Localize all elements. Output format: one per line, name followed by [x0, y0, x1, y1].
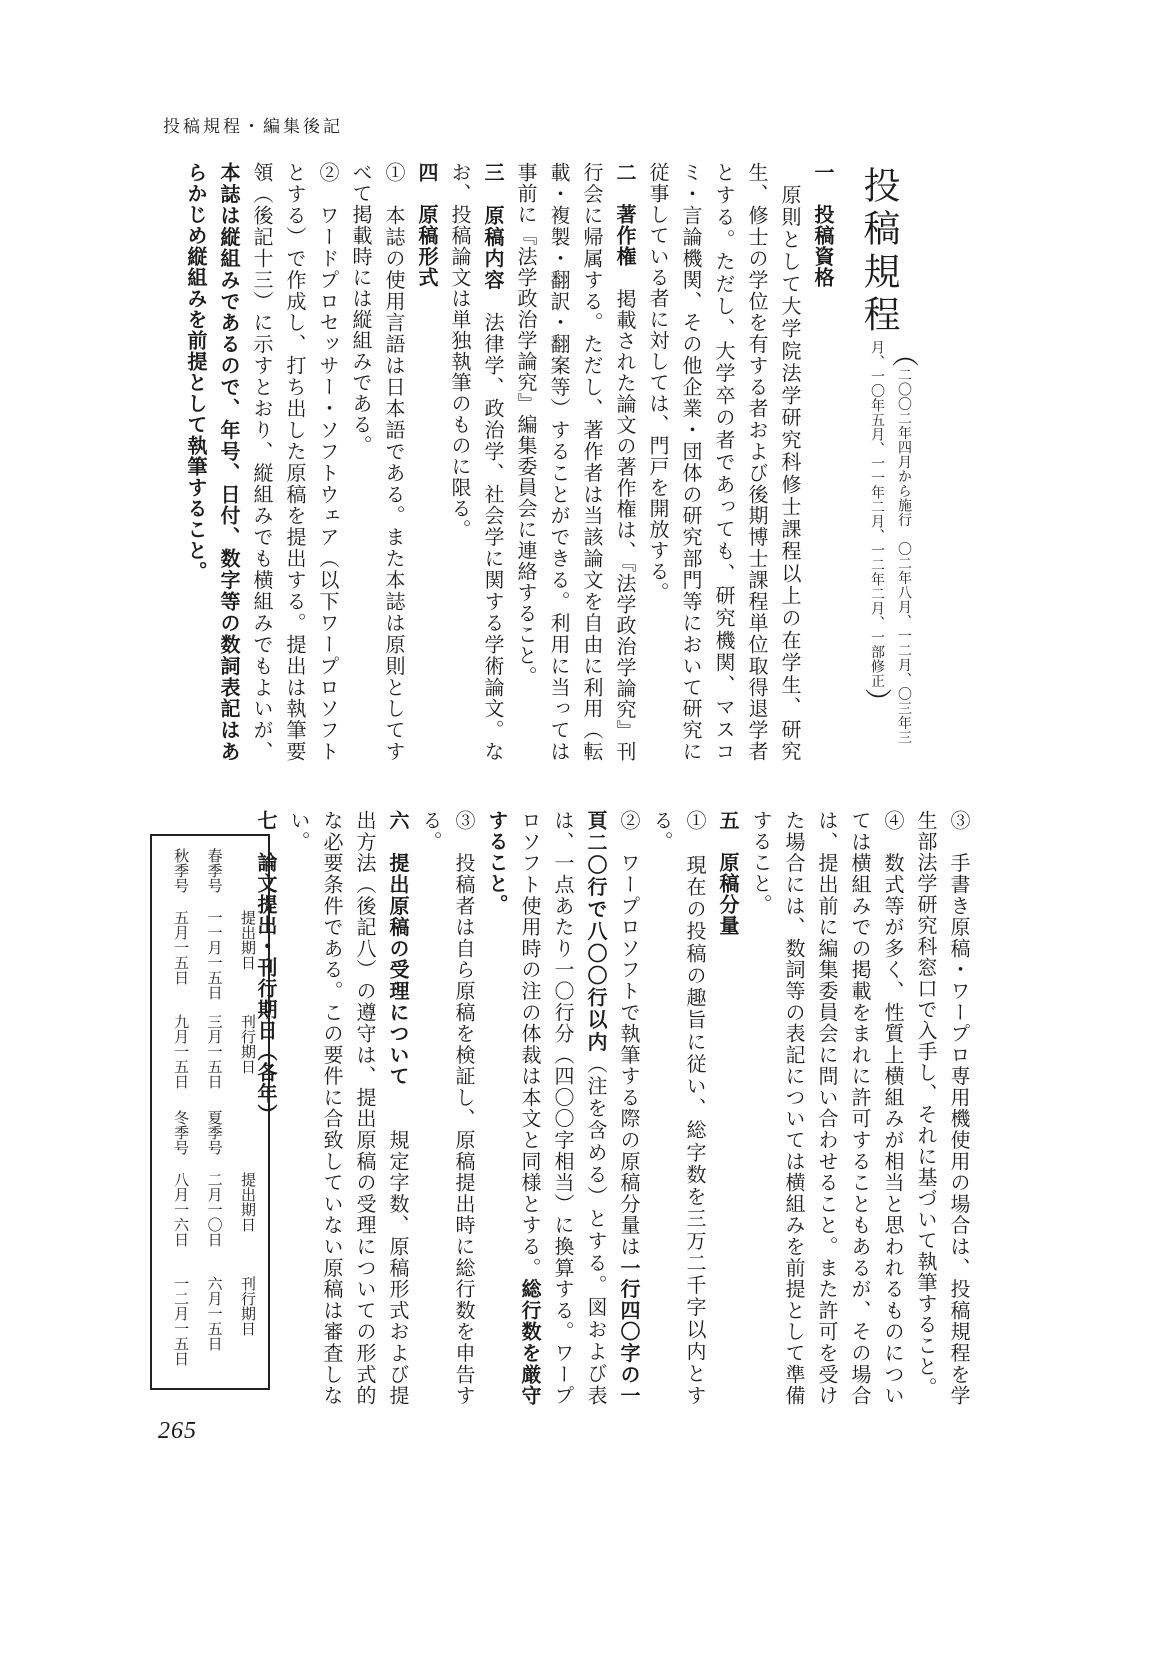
issue-label: 春季号: [205, 848, 222, 893]
section-6-body: 規定字数、原稿形式および提出方法（後記八）の遵守は、提出原稿の受理についての形式的な必要条件である。この要件に合致していない原稿は審査しない。: [287, 810, 408, 1407]
section-5-item-2-text-a: ② ワープロソフトで執筆する際の原稿分量は: [617, 810, 639, 1258]
section-7-heading: 七 論文提出・刊行期日（各年）: [254, 810, 276, 1125]
paren-open-mark: （: [888, 340, 918, 368]
section-5-item-2: [479, 810, 644, 1406]
section-2-body: 掲載された論文の著作権は、『法学政治学論究』刊行会に帰属する。ただし、著作者は当該論文を自由に利用（転載・複製・翻訳・翻案等）することができる。利用に当っては事前に『法学政治学論究』編集委員会に連絡すること。: [514, 162, 635, 763]
schedule-row-autumn: [165, 848, 195, 1106]
submit-date: 一一月一五日: [205, 910, 222, 1000]
section-4-item-2-text: ② ワードプロセッサー・ソフトウェア（以下ワープロソフトとする）で作成し、打ち出した原稿を提出する。提出は執筆要領（後記十三）に示すとおり、縦組みでも横組みでもよいが、: [250, 162, 338, 762]
schedule-line-spring-summer: [195, 848, 228, 1376]
section-3-heading: 三 原稿内容: [481, 162, 503, 291]
paren-close-mark: ）: [861, 688, 891, 716]
issue-label: 夏季号: [205, 1109, 222, 1155]
publish-date: 三月一五日: [205, 1014, 222, 1089]
schedule-header-publish: 刊行期日: [239, 1275, 255, 1336]
issue-label: 秋季号: [172, 848, 189, 893]
section-3-body: 法律学、政治学、社会学に関する学術論文。なお、投稿論文は単独執筆のものに限る。: [448, 162, 503, 763]
page-number: 265: [158, 1418, 197, 1444]
schedule-row-winter: [165, 1110, 195, 1368]
schedule-table: [150, 834, 270, 1390]
section-5-item-3: ③ 投稿者は自ら原稿を検証し、原稿提出時に総行数を申告する。: [419, 810, 474, 1406]
schedule-header-cell-bottom: [232, 1110, 262, 1368]
section-5-item-2-text-c: （注を含める）とする。図および表は、一点あたり一〇行分（四〇〇字相当）に換算する。ワープロソフト使用時の注の体裁は本文と同様とする。: [518, 810, 606, 1407]
submit-date: 八月一六日: [172, 1171, 189, 1247]
section-5-heading: 五 原稿分量: [716, 810, 738, 936]
schedule-header-submit: 提出期日: [239, 910, 255, 970]
schedule-line-autumn-winter: [162, 848, 195, 1376]
section-5-item-1: ① 現在の投稿の趣旨に従い、総字数を三万二千字以内とする。: [650, 810, 705, 1406]
section-4-heading: 四 原稿形式: [415, 162, 437, 288]
section-4-item-2-emphasis: 本誌は縦組みであるので、年号、日付、数字等の数詞表記はあらかじめ縦組みを前提として執筆すること。: [184, 162, 239, 762]
section-1-body: 原則として大学院法学研究科修士課程以上の在学生、研究生、修士の学位を有する者および後期博士課程単位取得退学者とする。ただし、大学卒の者であっても、研究機関、マスコミ・言論機関、その他企業・団体の研究部門等において研究に従事している者に対しては、門戸を開放する。: [646, 162, 800, 762]
revision-note-text: 二〇〇二年四月から施行 〇二年八月、一二月、〇三年三月、一〇年五月、一一年二月、一二年二月、一部修正: [869, 340, 911, 745]
publish-date: 一二月一五日: [172, 1275, 189, 1366]
schedule-row-spring: [199, 848, 229, 1106]
section-2-heading: 二 著作権: [613, 162, 635, 268]
publish-date: 九月一五日: [172, 1014, 189, 1089]
document-title: 投稿規程: [857, 166, 898, 338]
section-4-item-1: ① 本誌の使用言語は日本語である。また本誌は原則としてすべて掲載時には縦組みである。: [349, 162, 404, 762]
section-4-item-3: ③ 手書き原稿・ワープロ専用機使用の場合は、投稿規程を学生部法学研究科窓口で入手し、それに基づいて執筆すること。: [914, 810, 969, 1406]
section-4-item-4: ④ 数式等が多く、性質上横組みが相当と思われるものについては横組みでの掲載をまれに許可することもあるが、その場合は、提出前に編集委員会に問い合わせること。また許可を受けた場合には、数詞等の表記については横組みを前提として準備すること。: [749, 810, 903, 1406]
issue-label: 冬季号: [172, 1109, 189, 1155]
schedule-header-submit: 提出期日: [239, 1171, 255, 1232]
section-5-item-2-emphasis-2: 総行数を厳守すること。: [485, 810, 540, 1407]
section-2: [508, 162, 640, 762]
rules-top-block: [178, 162, 838, 762]
submit-date: 五月一五日: [172, 910, 189, 985]
schedule-header-cell-top: [232, 848, 262, 1106]
rules-bottom-block: [248, 810, 974, 1406]
section-6: [281, 810, 413, 1406]
section-4-item-2: [178, 162, 343, 762]
publish-date: 六月一五日: [205, 1275, 222, 1351]
running-head: 投稿規程・編集後記: [163, 117, 343, 136]
section-1-heading: 一 投稿資格: [811, 162, 833, 288]
schedule-header-line: [229, 848, 262, 1376]
submit-date: 二月一〇日: [205, 1171, 222, 1247]
schedule-header-publish: 刊行期日: [239, 1014, 255, 1074]
section-5-item-2-emphasis-1: 一行四〇字の一頁二〇行で八〇〇行以内: [584, 810, 639, 1407]
section-6-heading: 六 提出原稿の受理について: [386, 810, 408, 1087]
section-3: [442, 162, 508, 762]
schedule-row-summer: [199, 1110, 229, 1368]
revision-note: [862, 340, 916, 748]
